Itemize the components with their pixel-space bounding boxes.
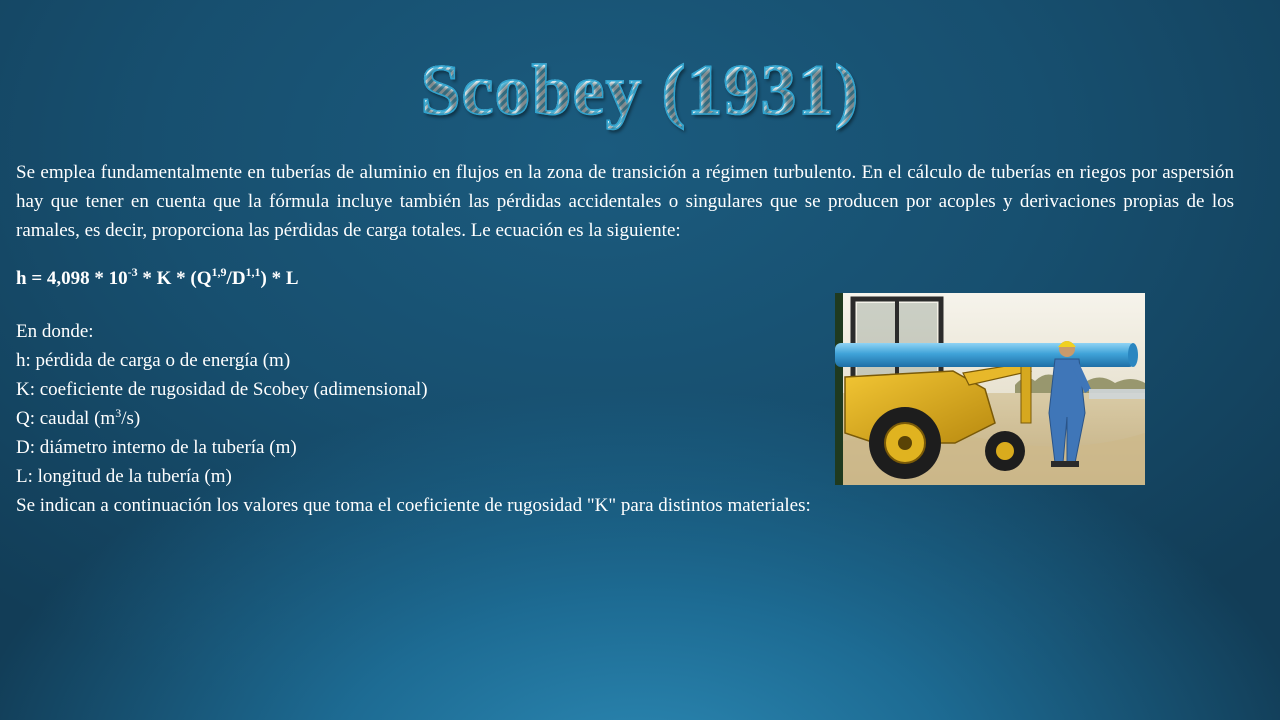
photo-left-edge — [835, 293, 843, 485]
worker-boots — [1051, 461, 1079, 467]
formula-exponent-1: -3 — [127, 265, 138, 279]
closing-sentence: Se indican a continuación los valores que toma el coeficiente de rugosidad "K" para distintos materiales: — [16, 495, 811, 516]
slide-title: Scobey (1931) — [0, 48, 1280, 132]
intro-paragraph: Se emplea fundamentalmente en tuberías de aluminio en flujos en la zona de transición a régimen turbulento. En el cálculo de tuberías en riegos por aspersión hay que tener en cuenta que la fórmula incluye también las pérdidas accidentales o singulares que se producen por acoples y derivaciones propias de los ramales, es decir, proporciona las pérdidas de carga totales. Le ecuación es la siguiente: — [16, 162, 1234, 241]
definition-q-exponent: 3 — [115, 406, 122, 420]
blue-pipe-end — [1128, 343, 1138, 367]
definition-l: L: longitud de la tubería (m) — [16, 466, 232, 487]
definition-q-suffix: /s) — [121, 408, 141, 429]
formula-part-4: ) * L — [260, 268, 299, 289]
formula-exponent-2: 1,9 — [211, 265, 227, 279]
scobey-formula — [16, 264, 1234, 296]
tractor-pipe-illustration — [835, 293, 1145, 485]
definition-d: D: diámetro interno de la tubería (m) — [16, 437, 297, 458]
tractor-front-hub — [996, 442, 1014, 460]
definition-h: h: pérdida de carga o de energía (m) — [16, 350, 291, 371]
tractor-rear-hub-center — [898, 436, 912, 450]
formula-part-3: /D — [226, 268, 246, 289]
formula-part-1: h = 4,098 * 10 — [16, 268, 128, 289]
pipe-stack — [1089, 389, 1145, 399]
definitions-heading: En donde: — [16, 321, 94, 342]
formula-part-2: * K * (Q — [137, 268, 212, 289]
formula-exponent-3: 1,1 — [245, 265, 261, 279]
tractor-pipe-photo — [835, 293, 1145, 485]
blue-pipe — [835, 343, 1135, 367]
definition-k: K: coeficiente de rugosidad de Scobey (adimensional) — [16, 379, 428, 400]
definition-q-prefix: Q: caudal (m — [16, 408, 116, 429]
